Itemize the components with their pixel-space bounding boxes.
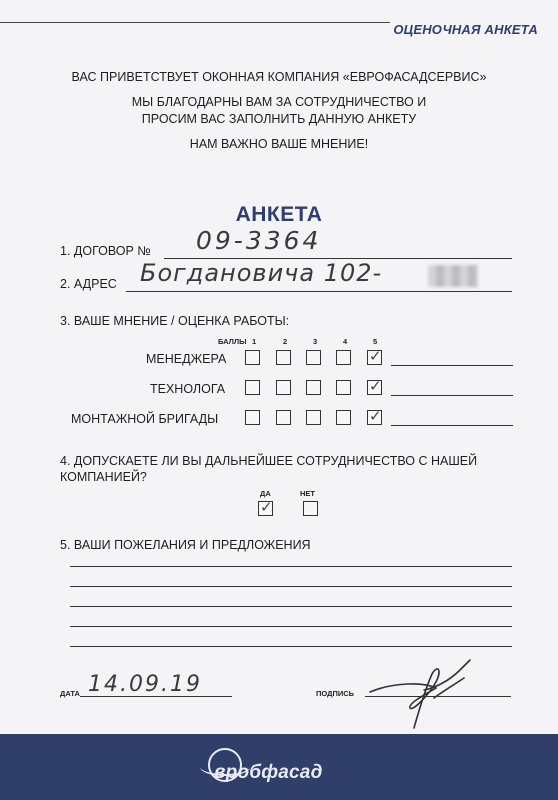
rating-question: 3. ВАШЕ МНЕНИЕ / ОЦЕНКА РАБОТЫ: [60,314,290,328]
signature-label: ПОДПИСЬ [316,689,355,698]
address-label: 2. АДРЕС [60,277,117,291]
rating-crew-2-checkbox[interactable] [276,410,291,425]
company-logo-text: вробфасад [214,762,323,783]
rating-technologist-5-checkbox[interactable] [367,377,382,395]
technologist-comment-line [391,395,513,396]
score-number-3: 3 [313,337,318,346]
check-mark-icon: ✓ [260,498,273,516]
no-checkbox[interactable] [303,501,318,516]
no-label: НЕТ [300,489,315,498]
check-mark-icon: ✓ [369,347,382,365]
score-number-1: 1 [252,337,257,346]
check-mark-icon: ✓ [369,377,382,395]
greeting-line-3: ПРОСИМ ВАС ЗАПОЛНИТЬ ДАННУЮ АНКЕТУ [141,112,417,126]
address-handwritten: Богдановича 102- [140,259,383,287]
rating-label-manager: МЕНЕДЖЕРА [146,352,227,366]
rating-manager-4-checkbox[interactable] [336,350,351,365]
handwritten-signature [364,652,484,732]
form-corner-title: ОЦЕНОЧНАЯ АНКЕТА [393,22,538,37]
rating-technologist-2-checkbox[interactable] [276,380,291,395]
yes-label: ДА [260,489,271,498]
greeting-line-2: МЫ БЛАГОДАРНЫ ВАМ ЗА СОТРУДНИЧЕСТВО И [131,95,427,109]
score-number-4: 4 [343,337,348,346]
suggestions-line-5 [70,646,512,647]
check-mark-icon: ✓ [369,407,382,425]
rating-manager-5-checkbox[interactable] [367,347,382,365]
date-label: ДАТА [60,689,80,698]
rating-manager-3-checkbox[interactable] [306,350,321,365]
scores-label: БАЛЛЫ [218,337,247,346]
contract-number-handwritten: 09-3364 [196,226,322,255]
crew-comment-line [391,425,513,426]
suggestions-line-3 [70,606,512,607]
cooperation-question-line-2: КОМПАНИЕЙ? [60,470,147,484]
greeting-line-1: ВАС ПРИВЕТСТВУЕТ ОКОННАЯ КОМПАНИЯ «ЕВРОФАСАДСЕРВИС» [71,70,487,84]
rating-label-technologist: ТЕХНОЛОГА [150,382,226,396]
cooperation-question-line-1: 4. ДОПУСКАЕТЕ ЛИ ВЫ ДАЛЬНЕЙШЕЕ СОТРУДНИЧЕСТВО С НАШЕЙ [60,454,478,468]
suggestions-line-2 [70,586,512,587]
rating-manager-2-checkbox[interactable] [276,350,291,365]
rating-technologist-3-checkbox[interactable] [306,380,321,395]
rating-manager-1-checkbox[interactable] [245,350,260,365]
contract-label: 1. ДОГОВОР № [60,244,151,258]
rating-technologist-4-checkbox[interactable] [336,380,351,395]
suggestions-line-1 [70,566,512,567]
address-line [126,291,512,292]
date-handwritten: 14.09.19 [88,672,202,697]
greeting-line-4: НАМ ВАЖНО ВАШЕ МНЕНИЕ! [189,137,369,151]
redacted-area [428,265,478,287]
rating-crew-1-checkbox[interactable] [245,410,260,425]
rating-crew-4-checkbox[interactable] [336,410,351,425]
form-title: АНКЕТА [235,203,323,226]
header-rule [0,22,390,23]
manager-comment-line [391,365,513,366]
yes-checkbox[interactable] [258,498,273,516]
score-number-2: 2 [283,337,288,346]
rating-crew-3-checkbox[interactable] [306,410,321,425]
score-number-5: 5 [373,337,378,346]
suggestions-line-4 [70,626,512,627]
rating-technologist-1-checkbox[interactable] [245,380,260,395]
rating-label-install-crew: МОНТАЖНОЙ БРИГАДЫ [71,412,219,426]
suggestions-label: 5. ВАШИ ПОЖЕЛАНИЯ И ПРЕДЛОЖЕНИЯ [60,538,311,552]
rating-crew-5-checkbox[interactable] [367,407,382,425]
